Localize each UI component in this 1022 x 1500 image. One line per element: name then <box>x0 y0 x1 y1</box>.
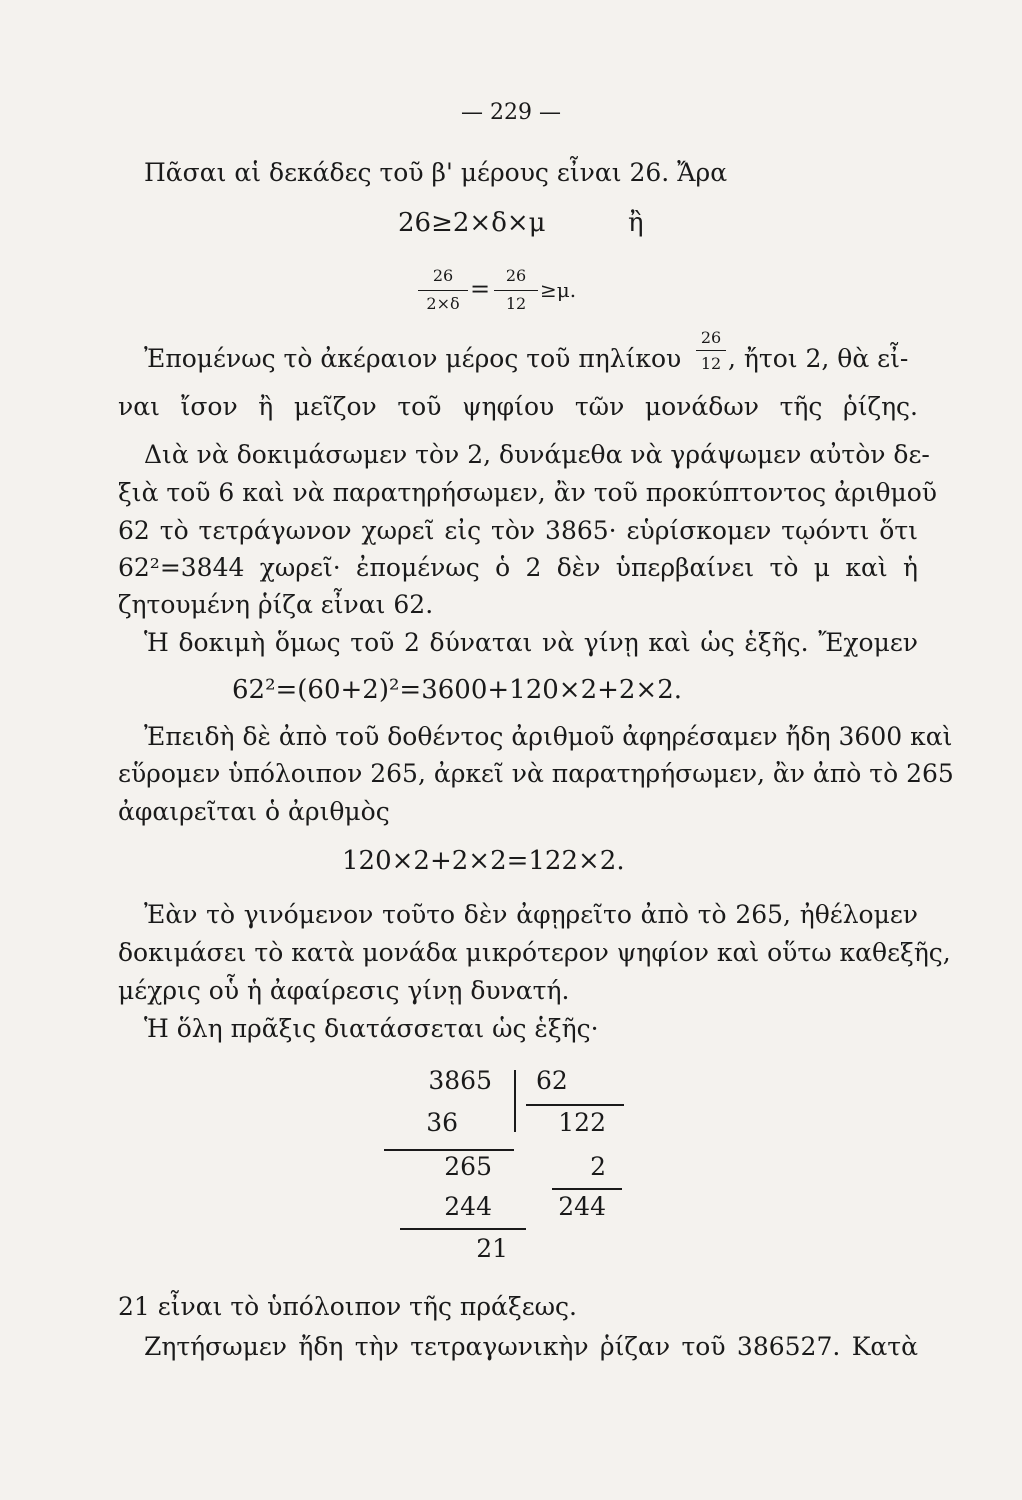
scheme-number: 2 <box>590 1152 606 1181</box>
text-segment: Ἐπομένως τὸ ἀκέραιον μέρος τοῦ πηλίκου <box>144 344 682 373</box>
equation-or: ἢ <box>628 208 644 238</box>
text-line: 62²=3844 χωρεῖ· ἐπομένως ὁ 2 δὲν ὑπερβαίνει τὸ μ καὶ ἡ <box>118 553 918 582</box>
fraction-tail: ≥μ. <box>540 278 577 302</box>
text-line: μέχρις οὗ ἡ ἀφαίρεσις γίνῃ δυνατή. <box>118 976 570 1005</box>
fraction-numerator: 26 <box>505 266 527 285</box>
text-line: Ἐὰν τὸ γινόμενον τοῦτο δὲν ἀφῃρεῖτο ἀπὸ τὸ 265, ἠθέλομεν <box>144 900 918 929</box>
text-line: Ἡ δοκιμὴ ὅμως τοῦ 2 δύναται νὰ γίνῃ καὶ ὡς ἑξῆς. Ἔχομεν <box>144 628 918 657</box>
scheme-rule <box>384 1149 514 1151</box>
scheme-rule <box>400 1228 526 1230</box>
text-segment: , ἤτοι 2, θὰ εἶ- <box>728 344 909 373</box>
fraction-bar <box>494 290 538 291</box>
scheme-root: 62 <box>536 1066 568 1095</box>
text-line: Πᾶσαι αἱ δεκάδες τοῦ β' μέρους εἶναι 26. Ἄρα <box>144 158 728 187</box>
scheme-number: 3865 <box>428 1066 492 1095</box>
text-line <box>144 344 681 374</box>
text-line: ναι ἴσον ἢ μεῖζον τοῦ ψηφίου τῶν μονάδων τῆς ῥίζης. <box>118 392 918 421</box>
scheme-number: 122 <box>558 1108 606 1137</box>
scheme-rule <box>552 1188 622 1190</box>
text-line: 62 τὸ τετράγωνον χωρεῖ εἰς τὸν 3865· εὑρίσκομεν τῳόντι ὅτι <box>118 516 918 545</box>
equals-sign: = <box>470 275 491 303</box>
scheme-remainder: 21 <box>476 1234 508 1263</box>
page-number: — 229 — <box>461 100 561 125</box>
text-line: ζητουμένη ῥίζα εἶναι 62. <box>118 590 434 619</box>
inline-fraction-bar <box>696 350 726 351</box>
text-line: ξιὰ τοῦ 6 καὶ νὰ παρατηρήσωμεν, ἂν τοῦ προκύπτοντος ἀριθμοῦ <box>118 478 938 507</box>
equation-inequality: 26≥2×δ×μ <box>398 208 546 238</box>
text-line: δοκιμάσει τὸ κατὰ μονάδα μικρότερον ψηφίον καὶ οὕτω καθεξῆς, <box>118 938 951 967</box>
fraction-denominator: 12 <box>505 294 527 313</box>
scheme-number: 36 <box>426 1108 458 1137</box>
scheme-divider <box>514 1070 516 1132</box>
scheme-number: 244 <box>444 1192 492 1221</box>
text-line: Ἡ ὅλη πρᾶξις διατάσσεται ὡς ἑξῆς· <box>144 1014 599 1043</box>
scheme-rule <box>526 1104 624 1106</box>
scheme-number: 265 <box>444 1152 492 1181</box>
scheme-number: 244 <box>558 1192 606 1221</box>
text-line: Διὰ νὰ δοκιμάσωμεν τὸν 2, δυνάμεθα νὰ γράψωμεν αὐτὸν δε- <box>144 440 930 469</box>
fraction-numerator: 26 <box>432 266 454 285</box>
text-line: Ζητήσωμεν ἤδη τὴν τετραγωνικὴν ῥίζαν τοῦ 386527. Κατὰ <box>144 1332 918 1361</box>
fraction-denominator: 2×δ <box>426 294 460 313</box>
fraction-bar <box>418 290 468 291</box>
equation-product: 120×2+2×2=122×2. <box>342 846 625 876</box>
text-line: ἀφαιρεῖται ὁ ἀριθμὸς <box>118 797 390 826</box>
inline-fraction-numerator: 26 <box>700 328 722 347</box>
inline-fraction-denominator: 12 <box>700 354 722 373</box>
text-line: 21 εἶναι τὸ ὑπόλοιπον τῆς πράξεως. <box>118 1292 577 1321</box>
text-line: Ἐπειδὴ δὲ ἀπὸ τοῦ δοθέντος ἀριθμοῦ ἀφηρέσαμεν ἤδη 3600 καὶ <box>144 722 953 751</box>
text-line: εὕρομεν ὑπόλοιπον 265, ἀρκεῖ νὰ παρατηρήσωμεν, ἂν ἀπὸ τὸ 265 <box>118 759 954 788</box>
equation-expansion: 62²=(60+2)²=3600+120×2+2×2. <box>232 675 683 705</box>
